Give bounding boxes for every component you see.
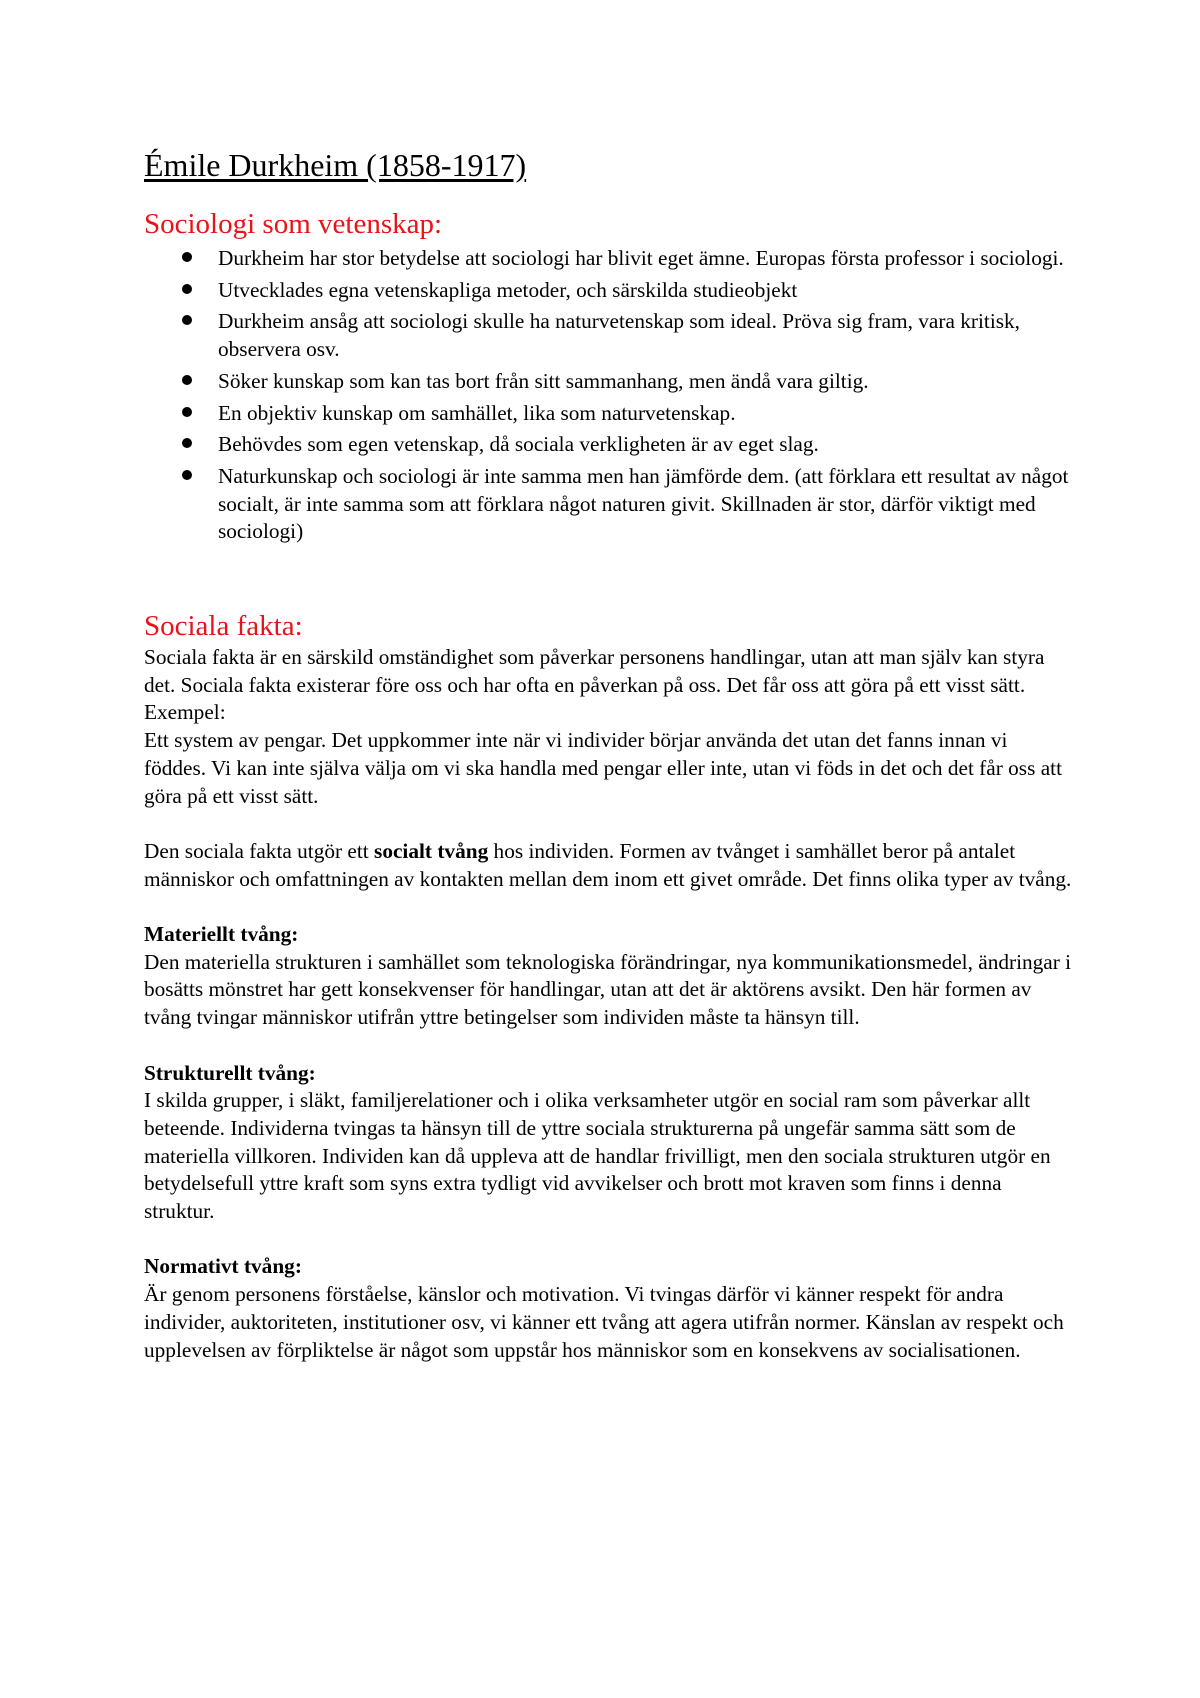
structural-heading: Strukturellt tvång:	[144, 1060, 316, 1085]
structural-paragraph: I skilda grupper, i släkt, familjerelationer och i olika verksamheter utgör en social ram som påverkar allt beteende. Individerna tvingas ta hänsyn till de yttre sociala strukturerna på ungefär samma sätt som de materiella villkoren. Individen kan då uppleva att de handlar frivilligt, men den sociala strukturen utgör en betydelsefull yttre kraft som syns extra tydligt vid avvikelser och brott mot kraven som finns i denna struktur.	[144, 1088, 1051, 1224]
list-item-text: Behövdes som egen vetenskap, då sociala verkligheten är av eget slag.	[218, 432, 819, 457]
bullet-icon	[182, 470, 192, 480]
spacer	[144, 550, 1074, 608]
bullet-list	[144, 245, 1074, 546]
list-item-text: Durkheim har stor betydelse att sociologi har blivit eget ämne. Europas första professor i sociologi.	[218, 246, 1064, 270]
normative-heading: Normativt tvång:	[144, 1254, 302, 1279]
list-item	[218, 431, 1074, 459]
constraint-paragraph	[144, 838, 1074, 893]
intro-paragraph: Sociala fakta är en särskild omständighet som påverkar personens handlingar, utan att man själv kan styra det. Sociala fakta existerar före oss och har ofta en påverkan på oss. Det får oss att göra på ett visst sätt.	[144, 645, 1045, 697]
bullet-icon	[182, 252, 192, 262]
list-item-text: Naturkunskap och sociologi är inte samma men han jämförde dem. (att förklara ett resultat av något socialt, är inte samma som att förklara något naturen givit. Skillnaden är stor, därför viktigt med sociologi)	[218, 463, 1069, 544]
constraint-text-pre: Den sociala fakta utgör ett	[144, 838, 375, 863]
material-heading: Materiellt tvång:	[144, 922, 299, 947]
normative-paragraph: Är genom personens förståelse, känslor och motivation. Vi tvingas därför vi känner respekt för andra individer, auktoriteten, institutioner osv, vi känner ett tvång att agera utifrån normer. Känslan av respekt och upplevelsen av förpliktelse är något som uppstår hos människor som en konsekvens av socialisationen.	[144, 1282, 1064, 1362]
list-item-text: Durkheim ansåg att sociologi skulle ha naturvetenskap som ideal. Pröva sig fram, vara kritisk, observera osv.	[218, 309, 1020, 362]
spacer	[144, 1032, 1074, 1060]
constraint-text-post: hos individen. Formen av tvånget i samhället beror på antalet människor och omfattningen av kontakten mellan dem inom ett givet område. Det finns olika typer av tvång.	[144, 838, 1072, 891]
section-heading-sociala-fakta: Sociala fakta:	[144, 610, 303, 643]
bullet-icon	[182, 284, 192, 294]
bullet-icon	[182, 315, 192, 325]
bullet-icon	[182, 407, 192, 417]
list-item	[218, 400, 1074, 428]
list-item	[218, 245, 1074, 273]
list-item-text: Söker kunskap som kan tas bort från sitt sammanhang, men ändå vara giltig.	[218, 368, 869, 393]
constraint-bold-term: socialt tvång	[374, 838, 489, 863]
list-item	[218, 463, 1074, 546]
material-paragraph: Den materiella strukturen i samhället som teknologiska förändringar, nya kommunikationsmedel, ändringar i bosätts mönstret har gett konsekvenser för handlingar, utan att det är aktörens avsikt. Den här formen av tvång tvingar människor utifrån yttre betingelser som individen måste ta hänsyn till.	[144, 949, 1072, 1030]
document-page	[144, 146, 1074, 1364]
list-item	[218, 308, 1074, 363]
list-item	[218, 277, 1074, 305]
list-item-text: Utvecklades egna vetenskapliga metoder, och särskilda studieobjekt	[218, 277, 798, 302]
bullet-icon	[182, 375, 192, 385]
list-item	[218, 368, 1074, 396]
bullet-icon	[182, 438, 192, 448]
spacer	[144, 810, 1074, 838]
list-item-text: En objektiv kunskap om samhället, lika som naturvetenskap.	[218, 400, 736, 425]
example-paragraph: Ett system av pengar. Det uppkommer inte när vi individer börjar använda det utan det fanns innan vi föddes. Vi kan inte själva välja om vi ska handla med pengar eller inte, utan vi föds in det och det får oss att göra på ett visst sätt.	[144, 728, 1062, 808]
document-title: Émile Durkheim (1858-1917)	[144, 147, 527, 183]
section-heading-sociologi: Sociologi som vetenskap:	[144, 208, 443, 240]
example-label: Exempel:	[144, 700, 226, 725]
spacer	[144, 1226, 1074, 1254]
spacer	[144, 893, 1074, 921]
